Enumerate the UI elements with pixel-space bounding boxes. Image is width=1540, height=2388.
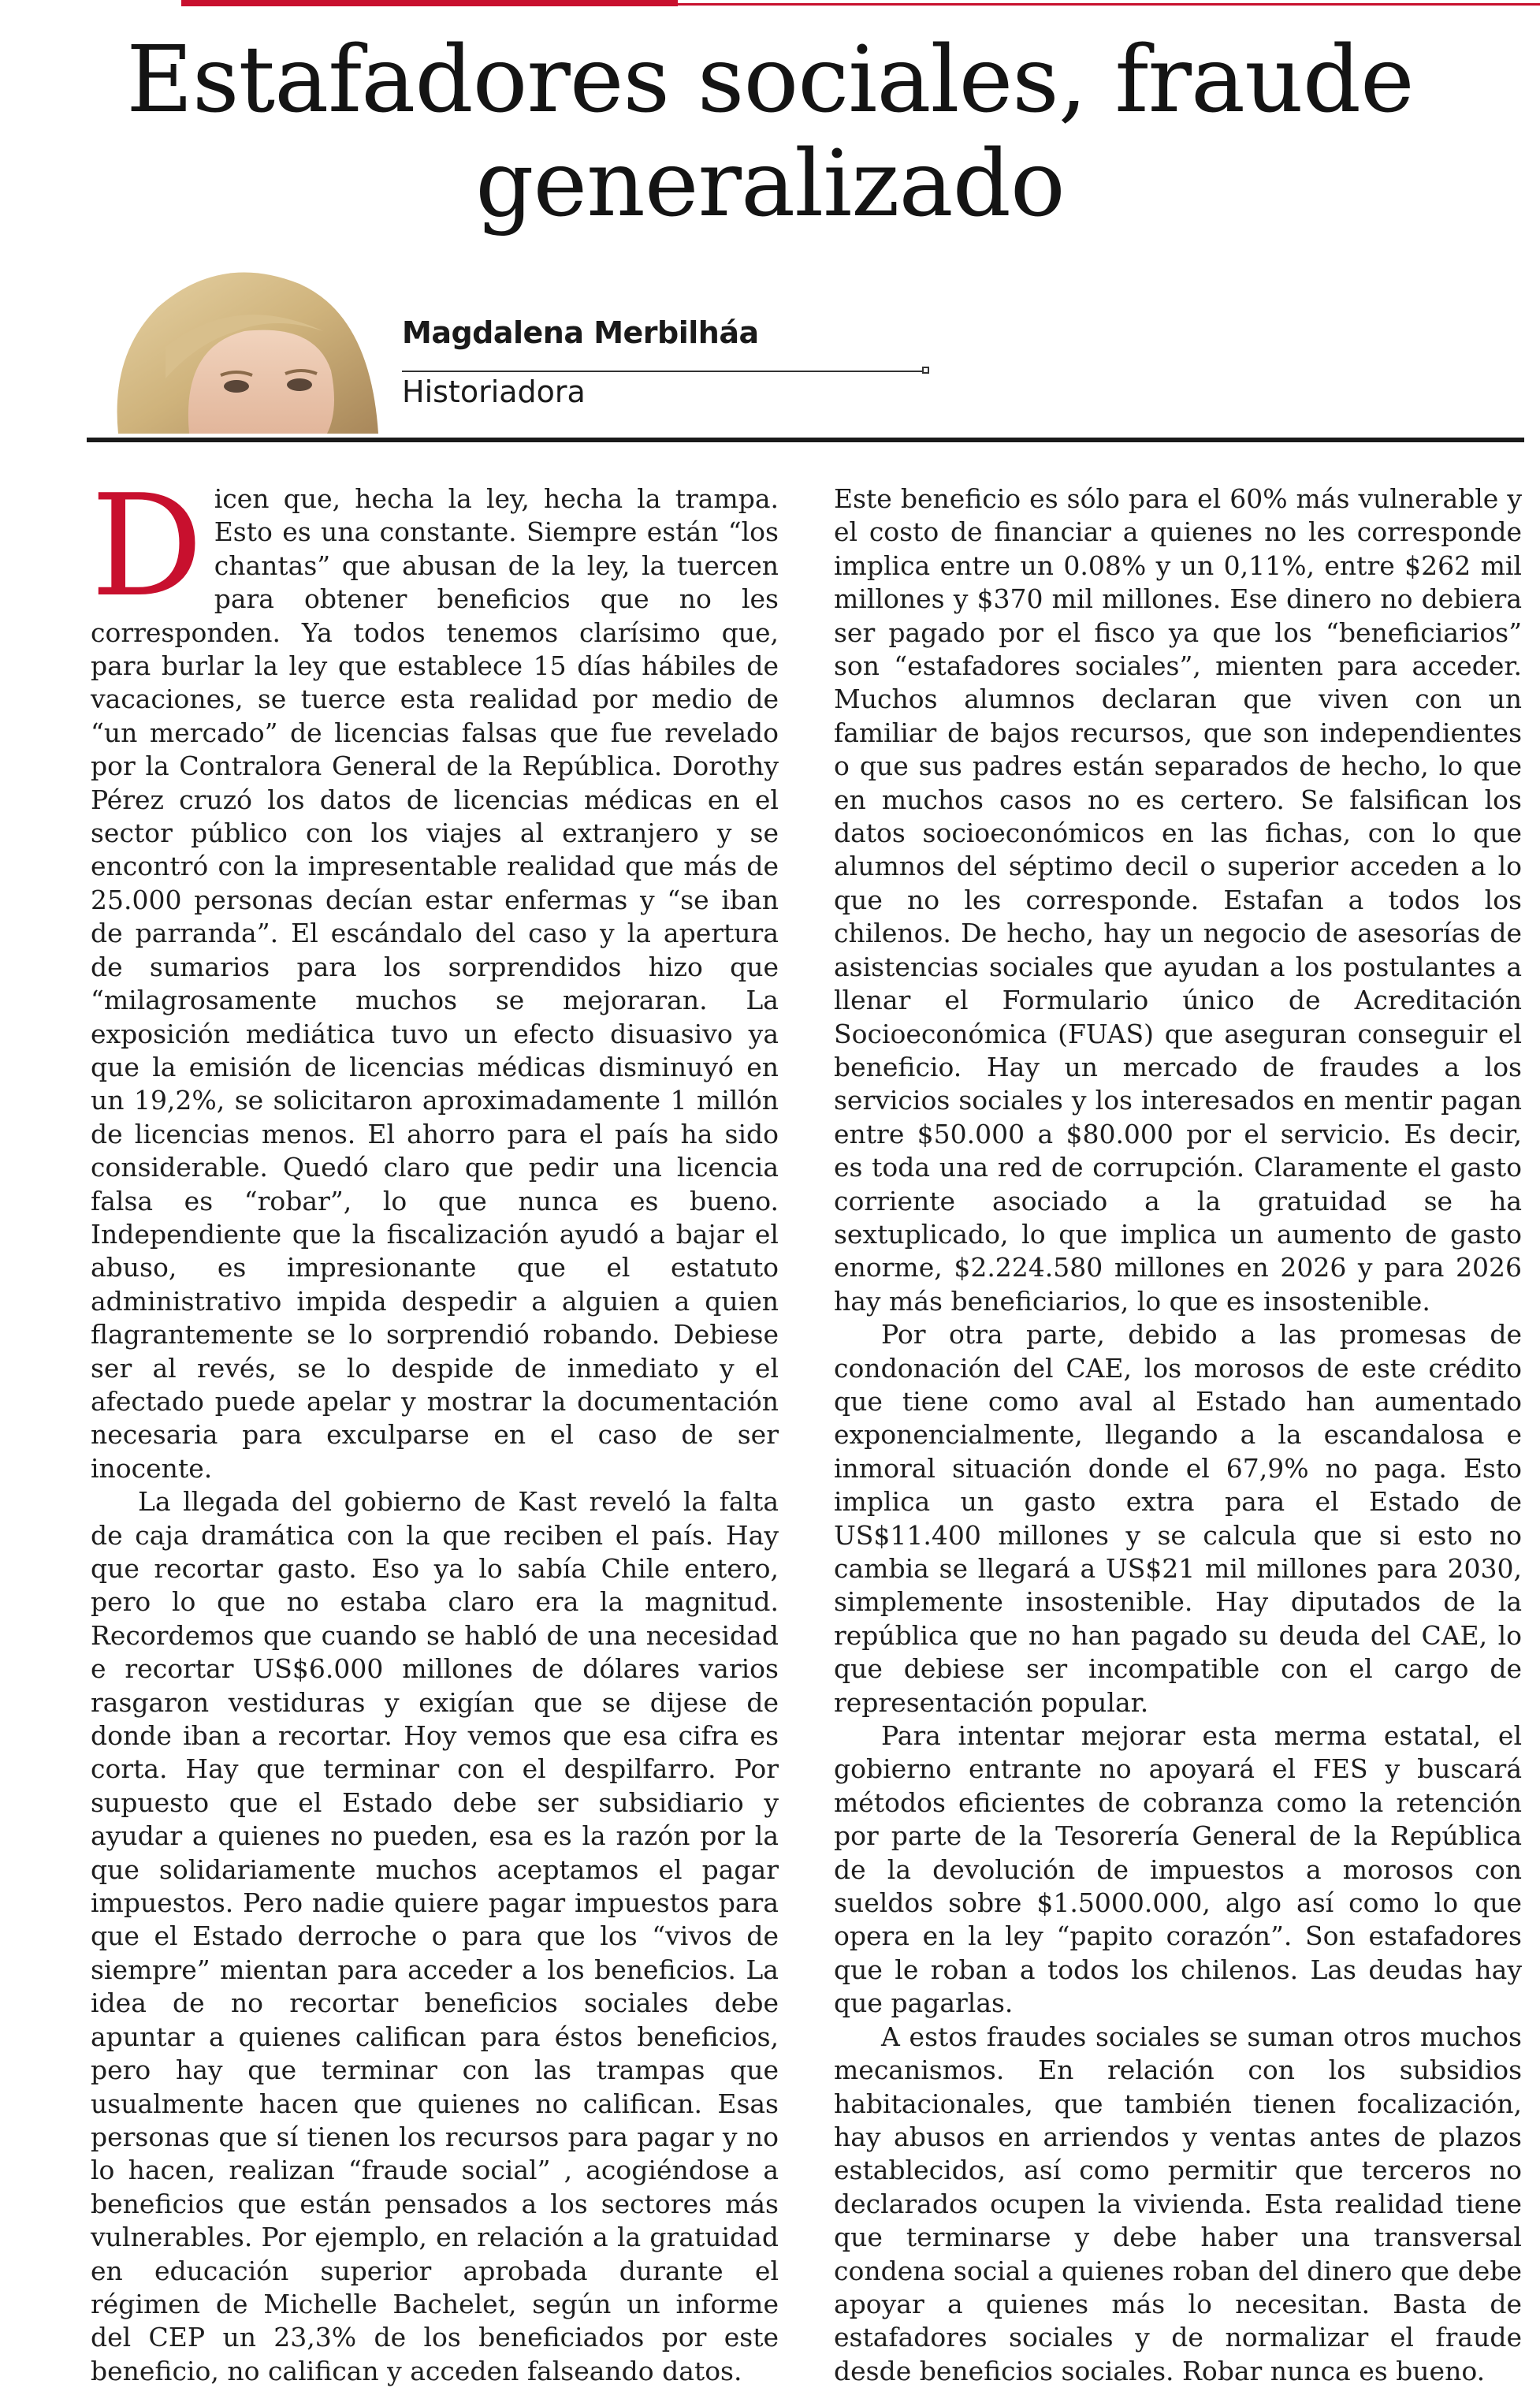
article-column-right bbox=[834, 482, 1522, 2386]
article-column-left bbox=[91, 464, 779, 2386]
article-paragraph: Por otra parte, debido a las promesas de condonación del CAE, los morosos de este crédito que tiene como aval al Estado han aumentado exponencialmente, llegando a la escandalosa e inmoral situación donde el 67,9% no paga. Esto implica un gasto extra para el Estado de US$11.400 millones y se calcula que si esto no cambia se llegará a US$21 mil millones para 2030, simplemente insostenible. Hay diputados de la república que no han pagado su deuda del CAE, lo que debiese ser incompatible con el cargo de representación popular. bbox=[834, 1319, 1522, 1718]
section-tag-band bbox=[181, 0, 678, 6]
section-header-bar bbox=[0, 0, 1540, 6]
author-name: Magdalena Merbilháa bbox=[402, 315, 759, 350]
author-role: Historiadora bbox=[402, 374, 586, 409]
article-paragraph: La llegada del gobierno de Kast reveló la falta de caja dramática con la que reciben el país. Hay que recortar gasto. Eso ya lo sabía Chile entero, pero lo que no estaba claro era la magnitud. Recordemos que cuando se habló de una necesidad e recortar US$6.000 millones de dólares varios rasgaron vestiduras y exigían que se dijese de donde iban a recortar. Hoy vemos que esa cifra es corta. Hay que terminar con el despilfarro. Por supuesto que el Estado debe ser subsidiario y ayudar a quienes no pueden, esa es la razón por la que solidariamente muchos aceptamos el pagar impuestos. Pero nadie quiere pagar impuestos para que el Estado derroche o para que los “vivos de siempre” mientan para acceder a los beneficios. La idea de no recortar beneficios sociales debe apuntar a quienes califican para éstos beneficios, pero hay que terminar con las trampas que usualmente hacen que quienes no califican. Esas personas que sí tienen los recursos para pagar y no lo hacen, realizan “fraude social” , acogiéndose a beneficios que están pensados a los sectores más vulnerables. Por ejemplo, en relación a la gratuidad en educación superior aprobada durante el régimen de Michelle Bachelet, según un informe del CEP un 23,3% de los beneficiados por este beneficio, no califican y acceden falseando datos. bbox=[91, 1486, 779, 2386]
article-paragraph-text: icen que, hecha la ley, hecha la trampa. Esto es una constante. Siempre están “los chantas” que abusan de la ley, la tuercen para obtener beneficios que no les corresponden. Ya todos tenemos clarísimo que, para burlar la ley que establece 15 días hábiles de vacaciones, se tuerce esta realidad por medio de “un mercado” de licencias falsas que fue revelado por la Contralora General de la República. Dorothy Pérez cruzó los datos de licencias médicas en el sector público con los viajes al extranjero y se encontró con la impresentable realidad que más de 25.000 personas decían estar enfermas y “se iban de parranda”. El escándalo del caso y la apertura de sumarios para los sorprendidos hizo que “milagrosamente muchos se mejoraran. La exposición mediática tuvo un efecto disuasivo ya que la emisión de licencias médicas disminuyó en un 19,2%, se solicitaron aproximadamente 1 millón de licencias menos. El ahorro para el país ha sido considerable. Quedó claro que pedir una licencia falsa es “robar”, lo que nunca es bueno. Independiente que la fiscalización ayudó a bajar el abuso, es impresionante que el estatuto administrativo impida despedir a alguien a quien flagrantemente se lo sorprendió robando. Debiese ser al revés, se lo despide de inmediato y el afectado puede apelar y mostrar la documentación necesaria para exculparse en el caso de ser inocente. bbox=[91, 483, 779, 1484]
section-header-rule bbox=[678, 3, 1540, 6]
drop-cap: D bbox=[91, 464, 203, 628]
article-top-rule bbox=[87, 438, 1524, 442]
article-paragraph: Para intentar mejorar esta merma estatal, el gobierno entrante no apoyará el FES y buscará métodos eficientes de cobranza como la retención por parte de la Tesorería General de la República de la devolución de impuestos a morosos con sueldos sobre $1.5000.000, algo así como lo que opera en la ley “papito corazón”. Son estafadores que le roban a todos los chilenos. Las deudas hay que pagarlas. bbox=[834, 1720, 1522, 2019]
article-paragraph: A estos fraudes sociales se suman otros muchos mecanismos. En relación con los subsidios habitacionales, que también tienen focalización, hay abusos en arriendos y ventas antes de plazos establecidos, así como permitir que terceros no declarados ocupen la vivienda. Esta realidad tiene que terminarse y debe haber una transversal condena social a quienes roban del dinero que debe apoyar a quienes más lo necesitan. Basta de estafadores sociales y de normalizar el fraude desde beneficios sociales. Robar nunca es bueno. bbox=[834, 2021, 1522, 2386]
author-portrait bbox=[87, 237, 402, 434]
article-title: Estafadores sociales, fraude generalizado bbox=[126, 27, 1414, 237]
byline-divider-end bbox=[922, 367, 929, 374]
article-paragraph: Este beneficio es sólo para el 60% más vulnerable y el costo de financiar a quienes no les corresponde implica entre un 0.08% y un 0,11%, entre $262 mil millones y $370 mil millones. Ese dinero no debiera ser pagado por el fisco ya que los “beneficiarios” son “estafadores sociales”, mienten para acceder. Muchos alumnos declaran que viven con un familiar de bajos recursos, que son independientes o que sus padres están separados de hecho, lo que en muchos casos no es certero. Se falsifican los datos socioeconómicos en las fichas, con lo que alumnos del séptimo decil o superior acceden a lo que no les corresponde. Estafan a todos los chilenos. De hecho, hay un negocio de asesorías de asistencias sociales que ayudan a los postulantes a llenar el Formulario único de Acreditación Socioeconómica (FUAS) que aseguran conseguir el beneficio. Hay un mercado de fraudes a los servicios sociales y los interesados en mentir pagan entre $50.000 a $80.000 por el servicio. Es decir, es toda una red de corrupción. Claramente el gasto corriente asociado a la gratuidad se ha sextuplicado, lo que implica un aumento de gasto enorme, $2.224.580 millones en 2026 y para 2026 hay más beneficiarios, lo que es insostenible. bbox=[834, 483, 1522, 1317]
byline-divider bbox=[402, 371, 927, 372]
article-paragraph bbox=[91, 464, 779, 1485]
